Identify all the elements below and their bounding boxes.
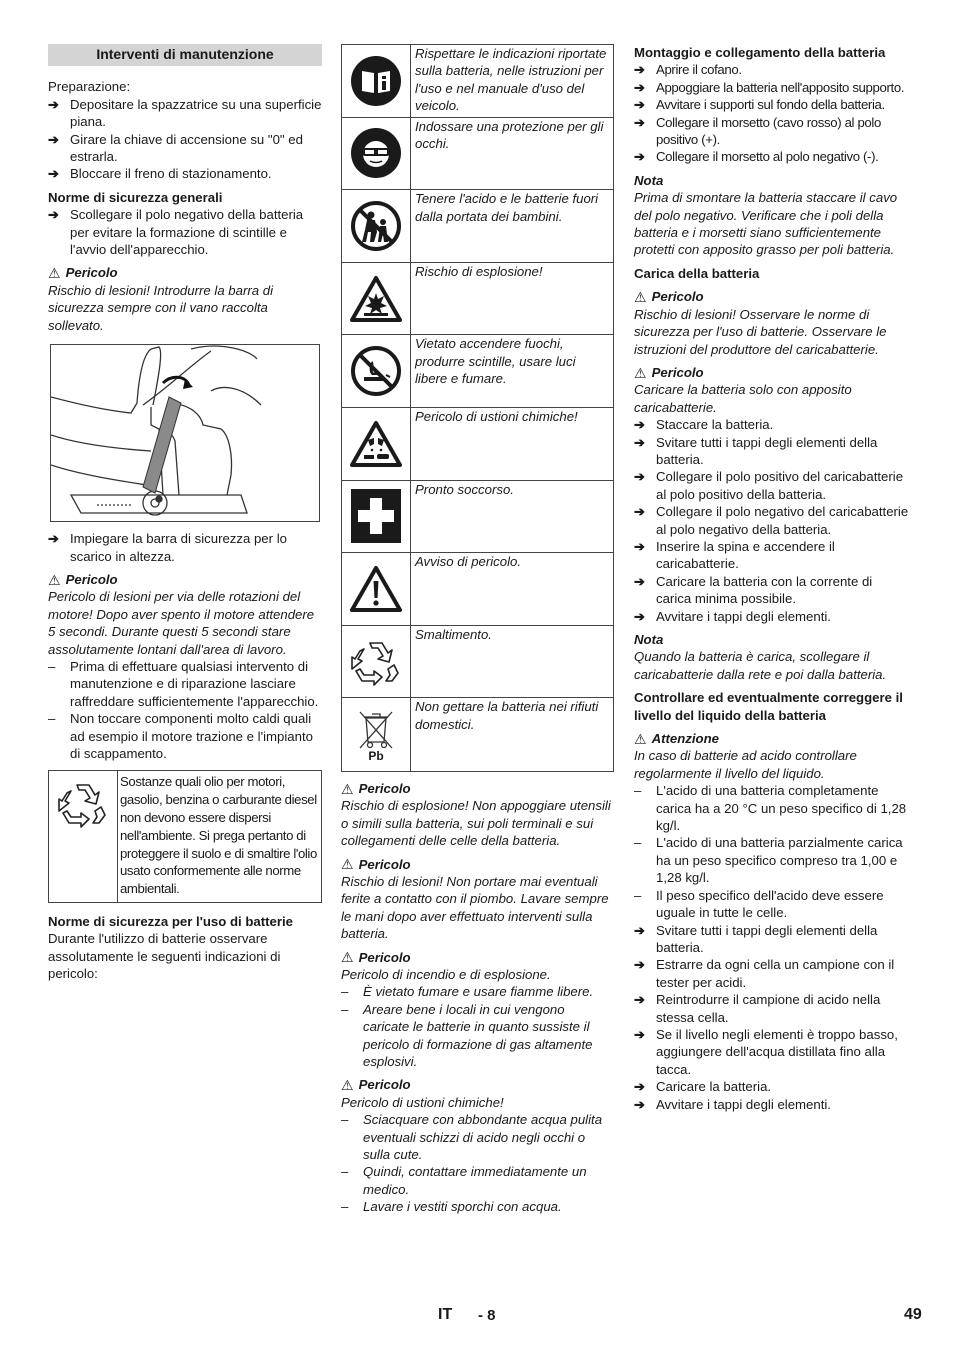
mount-heading: Montaggio e collegamento della batteria	[634, 45, 886, 60]
danger-text: Rischio di esplosione! Non appoggiare utensili o simili sulla batteria, sui poli terminali e sui collegamenti delle celle della batteria.	[341, 798, 611, 849]
battery-safety-text: Durante l'utilizzo di batterie osservare assolutamente le seguenti indicazioni di pericolo:	[48, 931, 281, 982]
dash-item: – L'acido di una batteria completamente carica ha a 20 °C un peso specifico di 1,28 kg/l.	[634, 782, 910, 834]
charge-heading: Carica della batteria	[634, 265, 760, 281]
dash-item: – Quindi, contattare immediatamente un medico.	[341, 1163, 614, 1198]
dash-item: – L'acido di una batteria parzialmente carica ha un peso specifico compreso tra 1,00 e 1,28 kg/l.	[634, 834, 910, 886]
check-step: ➔ Estrarre da ogni cella un campione con il tester per acidi.	[634, 956, 910, 991]
safety-bar-figure	[50, 344, 320, 522]
danger-label: ⚠ Pericolo	[48, 571, 118, 588]
danger-label: ⚠ Pericolo	[341, 1077, 411, 1094]
symbol-row	[342, 263, 613, 336]
attention-label: ⚠ Attenzione	[634, 730, 719, 747]
charge-step: ➔ Staccare la batteria.	[634, 416, 910, 433]
dash-item: – È vietato fumare e usare fiamme libere.	[341, 983, 614, 1000]
danger-label: ⚠ Pericolo	[341, 780, 411, 797]
symbol-row	[342, 45, 613, 118]
battery-safety-heading: Norme di sicurezza per l'uso di batterie	[48, 913, 293, 929]
danger-text: Caricare la batteria solo con apposito caricabatterie.	[634, 382, 852, 415]
environment-note-text: Sostanze quali olio per motori, gasolio, benzina o carburante diesel non devono essere dispersi nell'ambiente. Si prega pertanto di proteggere il suolo e di smaltire l'olio usato conformemente alle norme ambientali.	[120, 774, 317, 897]
keep-from-children-icon	[342, 190, 411, 262]
prep-step: ➔ Girare la chiave di accensione su "0" ed estrarla.	[48, 131, 322, 166]
symbol-row	[342, 481, 613, 554]
danger-text: Rischio di lesioni! Introdurre la barra di sicurezza sempre con il vano raccolta sollevato.	[48, 282, 274, 333]
danger-text: Rischio di lesioni! Osservare le norme di sicurezza per l'uso di batterie. Osservare le istruzioni del produttore del caricabatterie.	[634, 306, 887, 357]
symbol-text: Pericolo di ustioni chimiche!	[415, 408, 578, 424]
dash-item: – Sciacquare con abbondante acqua pulita eventuali schizzi di acido negli occhi o sulla cute.	[341, 1111, 614, 1163]
footer-section-page: - 8	[478, 1307, 496, 1324]
check-step: ➔ Caricare la batteria.	[634, 1078, 910, 1095]
dash-item: – Non toccare componenti molto caldi quali ad esempio il motore trazione e l'impianto di scappamento.	[48, 710, 322, 762]
section-title: Interventi di manutenzione	[48, 44, 322, 66]
danger-label: ⚠ Pericolo	[634, 288, 704, 305]
warning-triangle-icon: ⚠	[341, 949, 354, 966]
danger-label: ⚠ Pericolo	[634, 364, 704, 381]
charge-step: ➔ Collegare il polo negativo del caricabatterie al polo negativo della batteria.	[634, 503, 910, 538]
symbol-row	[342, 335, 613, 408]
charge-step: ➔ Inserire la spina e accendere il caricabatterie.	[634, 538, 910, 573]
mount-step: ➔ Aprire il cofano.	[634, 61, 910, 78]
symbol-text: Avviso di pericolo.	[415, 554, 522, 570]
dash-item: – Lavare i vestiti sporchi con acqua.	[341, 1198, 614, 1215]
warning-triangle-icon: ⚠	[48, 571, 61, 588]
note-text: Quando la batteria è carica, scollegare il caricabatterie dalla rete e poi dalla batteria.	[634, 649, 887, 682]
no-fire-icon	[342, 335, 411, 407]
column-1	[48, 44, 322, 983]
warning-triangle-icon: ⚠	[634, 288, 647, 305]
danger-label: ⚠ Pericolo	[48, 265, 118, 282]
symbol-row	[342, 553, 613, 626]
symbol-row	[342, 698, 613, 771]
danger-label: ⚠ Pericolo	[341, 856, 411, 873]
check-step: ➔ Avvitare i tappi degli elementi.	[634, 1096, 910, 1113]
recycle-icon	[49, 771, 118, 902]
check-step: ➔ Reintrodurre il campione di acido nella stessa cella.	[634, 991, 910, 1026]
symbol-row	[342, 118, 613, 191]
note-text: Prima di smontare la batteria staccare il cavo del polo negativo. Verificare che i poli della batteria e i morsetti siano sufficientemente protetti con apposito grasso per poli batteria.	[634, 190, 898, 258]
charge-step: ➔ Svitare tutti i tappi degli elementi della batteria.	[634, 434, 910, 469]
footer-language: IT	[438, 1306, 453, 1323]
charge-step: ➔ Caricare la batteria con la corrente di carica minima possibile.	[634, 573, 910, 608]
note-label: Nota	[634, 632, 664, 647]
eye-protection-icon	[342, 118, 411, 190]
page-number: 49	[904, 1306, 922, 1323]
mount-step: ➔ Appoggiare la batteria nell'apposito supporto.	[634, 79, 910, 96]
prep-label: Preparazione:	[48, 79, 131, 95]
column-2	[341, 44, 614, 1216]
symbol-row	[342, 626, 613, 699]
check-step: ➔ Se il livello negli elementi è troppo basso, aggiungere dell'acqua distillata fino alla tacca.	[634, 1026, 910, 1078]
mount-step: ➔ Collegare il morsetto al polo negativo (-).	[634, 148, 910, 165]
general-warning-icon	[342, 553, 411, 625]
prep-step: ➔ Bloccare il freno di stazionamento.	[48, 165, 322, 182]
symbol-row	[342, 190, 613, 263]
warning-triangle-icon: ⚠	[341, 780, 354, 797]
manual-info-icon	[342, 45, 411, 117]
dash-item: – Il peso specifico dell'acido deve essere uguale in tutte le celle.	[634, 887, 910, 922]
chemical-burn-icon	[342, 408, 411, 480]
charge-step: ➔ Collegare il polo positivo del caricabatterie al polo positivo della batteria.	[634, 468, 910, 503]
safety-bar-illustration	[51, 345, 319, 521]
charge-step: ➔ Avvitare i tappi degli elementi.	[634, 608, 910, 625]
warning-triangle-icon: ⚠	[48, 265, 61, 282]
mount-step: ➔ Collegare il morsetto (cavo rosso) al polo positivo (+).	[634, 114, 910, 149]
dash-item: – Prima di effettuare qualsiasi intervento di manutenzione e di riparazione lasciare raffreddare sufficientemente l'apparecchio.	[48, 658, 322, 710]
danger-text: Pericolo di incendio e di esplosione.	[341, 967, 551, 982]
warning-triangle-icon: ⚠	[341, 1077, 354, 1094]
note-label: Nota	[634, 172, 664, 188]
symbol-text: Indossare una protezione per gli occhi.	[415, 118, 604, 151]
check-step: ➔ Svitare tutti i tappi degli elementi della batteria.	[634, 922, 910, 957]
symbol-text: Smaltimento.	[415, 626, 492, 642]
warning-triangle-icon: ⚠	[634, 730, 647, 747]
explosion-icon	[342, 263, 411, 335]
first-aid-icon	[342, 481, 411, 553]
dash-item: – Areare bene i locali in cui vengono caricate le batterie in quanto sussiste il pericolo di formazione di gas altamente esplosivi.	[341, 1001, 614, 1071]
danger-text: Rischio di lesioni! Non portare mai eventuali ferite a contatto con il piombo. Lavare sempre le mani dopo aver effettuato interventi sulla batteria.	[341, 873, 609, 942]
symbol-table	[341, 44, 614, 772]
recycle-icon	[342, 626, 411, 698]
symbol-text: Rispettare le indicazioni riportate sulla batteria, nelle istruzioni per l'uso e nel manuale d'uso del veicolo.	[415, 46, 607, 114]
safety-bar-step: ➔ Impiegare la barra di sicurezza per lo scarico in altezza.	[48, 530, 322, 565]
danger-label: ⚠ Pericolo	[341, 949, 411, 966]
attention-text: In caso di batterie ad acido controllare regolarmente il livello del liquido.	[634, 748, 857, 781]
symbol-text: Pronto soccorso.	[415, 481, 514, 497]
symbol-row	[342, 408, 613, 481]
danger-text: Pericolo di ustioni chimiche!	[341, 1094, 504, 1110]
column-3	[634, 44, 910, 1113]
symbol-text: Tenere l'acido e le batterie fuori dalla portata dei bambini.	[415, 191, 599, 224]
check-heading: Controllare ed eventualmente correggere il livello del liquido della batteria	[634, 690, 903, 723]
symbol-text: Non gettare la batteria nei rifiuti domestici.	[415, 699, 599, 732]
general-safety-step: ➔ Scollegare il polo negativo della batteria per evitare la formazione di scintille e l'avvio dell'apparecchio.	[48, 206, 322, 258]
pb-label: Pb	[368, 748, 384, 763]
symbol-text: Vietato accendere fuochi, produrre scintille, usare luci libere e fumare.	[415, 336, 576, 387]
general-safety-heading: Norme di sicurezza generali	[48, 189, 223, 205]
prep-step: ➔ Depositare la spazzatrice su una superficie piana.	[48, 96, 322, 131]
environment-note-box	[48, 770, 322, 903]
symbol-text: Rischio di esplosione!	[415, 263, 543, 279]
no-bin-pb-icon	[342, 698, 411, 771]
warning-triangle-icon: ⚠	[634, 364, 647, 381]
warning-triangle-icon: ⚠	[341, 856, 354, 873]
danger-text: Pericolo di lesioni per via delle rotazioni del motore! Dopo aver spento il motore attendere 5 secondi. Durante questi 5 secondi stare assolutamente lontani dall'area di lavoro.	[48, 589, 315, 657]
mount-step: ➔ Avvitare i supporti sul fondo della batteria.	[634, 96, 910, 113]
